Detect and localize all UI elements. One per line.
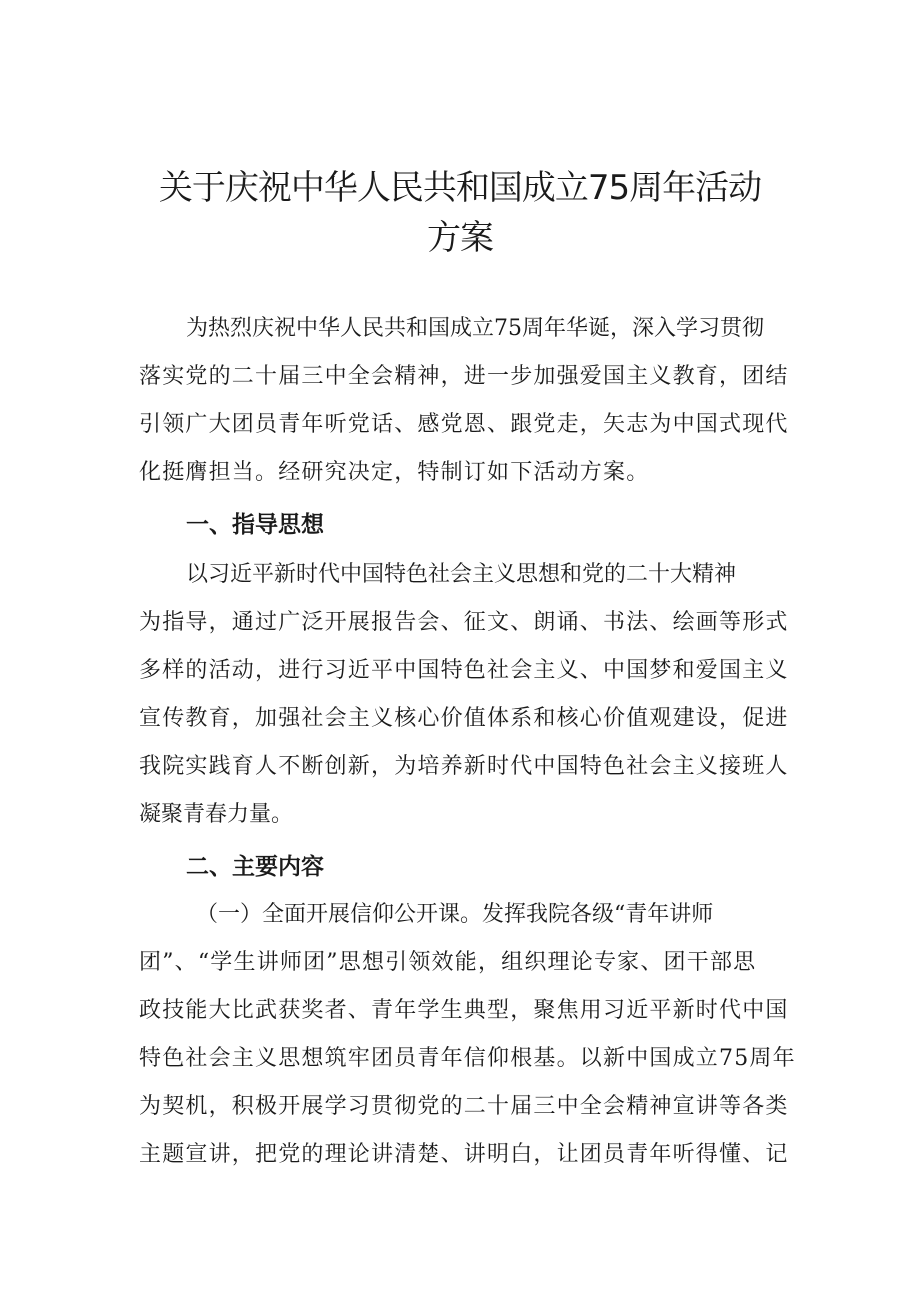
section-heading-guiding-ideology: 一、指导思想 xyxy=(186,512,324,538)
section1-line-2: 为指导，通过广泛开展报告会、征文、朗诵、书法、绘画等形式 xyxy=(139,610,789,635)
intro-line-2: 落实党的二十届三中全会精神，进一步加强爱国主义教育，团结 xyxy=(139,364,789,389)
section1-line-1: 以习近平新时代中国特色社会主义思想和党的二十大精神 xyxy=(186,562,737,587)
section2-line-5: 为契机，积极开展学习贯彻党的二十届三中全会精神宣讲等各类 xyxy=(139,1094,789,1119)
section2-line-6: 主题宣讲，把党的理论讲清楚、讲明白，让团员青年听得懂、记 xyxy=(139,1142,789,1167)
intro-line-1: 为热烈庆祝中华人民共和国成立75周年华诞，深入学习贯彻 xyxy=(186,316,764,341)
section1-line-4: 宣传教育，加强社会主义核心价值体系和核心价值观建设，促进 xyxy=(139,706,789,731)
section2-line-1: （一）全面开展信仰公开课。发挥我院各级“青年讲师 xyxy=(196,902,714,927)
section1-line-5: 我院实践育人不断创新，为培养新时代中国特色社会主义接班人 xyxy=(139,754,789,779)
section2-line-4: 特色社会主义思想筑牢团员青年信仰根基。以新中国成立75周年 xyxy=(139,1046,796,1071)
intro-line-4: 化挺膺担当。经研究决定，特制订如下活动方案。 xyxy=(139,460,650,485)
intro-line-3: 引领广大团员青年听党话、感党恩、跟党走，矢志为中国式现代 xyxy=(139,412,789,437)
section2-line-3: 政技能大比武获奖者、青年学生典型，聚焦用习近平新时代中国 xyxy=(139,998,789,1023)
section-heading-main-content: 二、主要内容 xyxy=(186,854,324,880)
document-title-line-1: 关于庆祝中华人民共和国成立75周年活动 xyxy=(158,168,762,208)
document-title-line-2: 方案 xyxy=(427,218,493,258)
section2-line-2: 团”、“学生讲师团”思想引领效能，组织理论专家、团干部思 xyxy=(139,950,757,975)
section1-line-3: 多样的活动，进行习近平中国特色社会主义、中国梦和爱国主义 xyxy=(139,658,789,683)
section1-line-6: 凝聚青春力量。 xyxy=(139,802,294,827)
